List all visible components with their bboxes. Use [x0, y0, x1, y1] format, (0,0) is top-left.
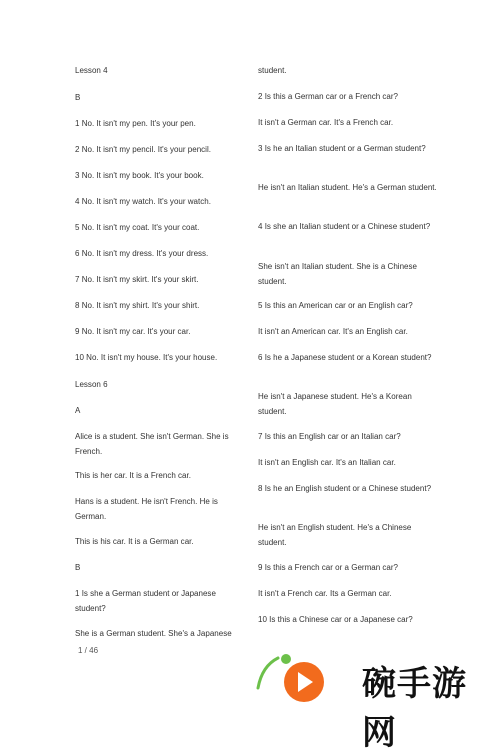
- text-line: Hans is a student. He isn't French. He is German.: [75, 497, 218, 521]
- text-line: 2 Is this a German car or a French car?: [258, 92, 398, 101]
- watermark-logo: [252, 648, 492, 753]
- text-line: B: [75, 563, 81, 572]
- text-line: 9 No. It isn't my car. It's your car.: [75, 327, 191, 336]
- text-line: 10 Is this a Chinese car or a Japanese car?: [258, 615, 413, 624]
- text-line: student.: [258, 66, 287, 75]
- watermark-text: 碗手游网: [362, 664, 467, 753]
- text-line: B: [75, 93, 81, 102]
- text-line: It isn't a French car. Its a German car.: [258, 589, 392, 598]
- text-line: 1 No. It isn't my pen. It's your pen.: [75, 119, 196, 128]
- text-line: 8 No. It isn't my shirt. It's your shirt.: [75, 301, 200, 310]
- text-line: 7 Is this an English car or an Italian car?: [258, 432, 401, 441]
- text-line: This is his car. It is a German car.: [75, 537, 194, 546]
- text-line: A: [75, 406, 81, 415]
- text-line: 3 Is he an Italian student or a German student?: [258, 144, 426, 153]
- text-line: 1 Is she a German student or Japanese student?: [75, 589, 216, 613]
- text-line: He isn't a Japanese student. He's a Korean student.: [258, 392, 412, 416]
- text-line: She is a German student. She's a Japanese: [75, 629, 232, 638]
- text-line: 4 Is she an Italian student or a Chinese student?: [258, 222, 431, 231]
- text-line: 3 No. It isn't my book. It's your book.: [75, 171, 204, 180]
- text-line: Alice is a student. She isn't German. She is French.: [75, 432, 229, 456]
- text-line: It isn't an American car. It's an English car.: [258, 327, 408, 336]
- text-line: She isn't an Italian student. She is a Chinese student.: [258, 262, 417, 286]
- text-line: It isn't a German car. It's a French car.: [258, 118, 394, 127]
- text-line: 6 Is he a Japanese student or a Korean student?: [258, 353, 432, 362]
- text-line: He isn't an English student. He's a Chinese student.: [258, 523, 412, 547]
- text-line: Lesson 4: [75, 66, 108, 75]
- play-logo-icon: [252, 648, 324, 704]
- text-line: 8 Is he an English student or a Chinese student?: [258, 484, 432, 493]
- text-line: 9 Is this a French car or a German car?: [258, 563, 398, 572]
- text-line: 5 Is this an American car or an English car?: [258, 301, 413, 310]
- text-line: He isn't an Italian student. He's a German student.: [258, 183, 437, 192]
- text-line: 4 No. It isn't my watch. It's your watch.: [75, 197, 211, 206]
- text-line: 10 No. It isn't my house. It's your house.: [75, 353, 218, 362]
- text-line: This is her car. It is a French car.: [75, 471, 191, 480]
- text-line: 2 No. It isn't my pencil. It's your pencil.: [75, 145, 211, 154]
- text-line: 7 No. It isn't my skirt. It's your skirt.: [75, 275, 199, 284]
- text-line: 6 No. It isn't my dress. It's your dress.: [75, 249, 209, 258]
- text-line: 5 No. It isn't my coat. It's your coat.: [75, 223, 200, 232]
- page-indicator: 1 / 46: [78, 646, 99, 655]
- text-line: Lesson 6: [75, 380, 108, 389]
- text-line: It isn't an English car. It's an Italian car.: [258, 458, 396, 467]
